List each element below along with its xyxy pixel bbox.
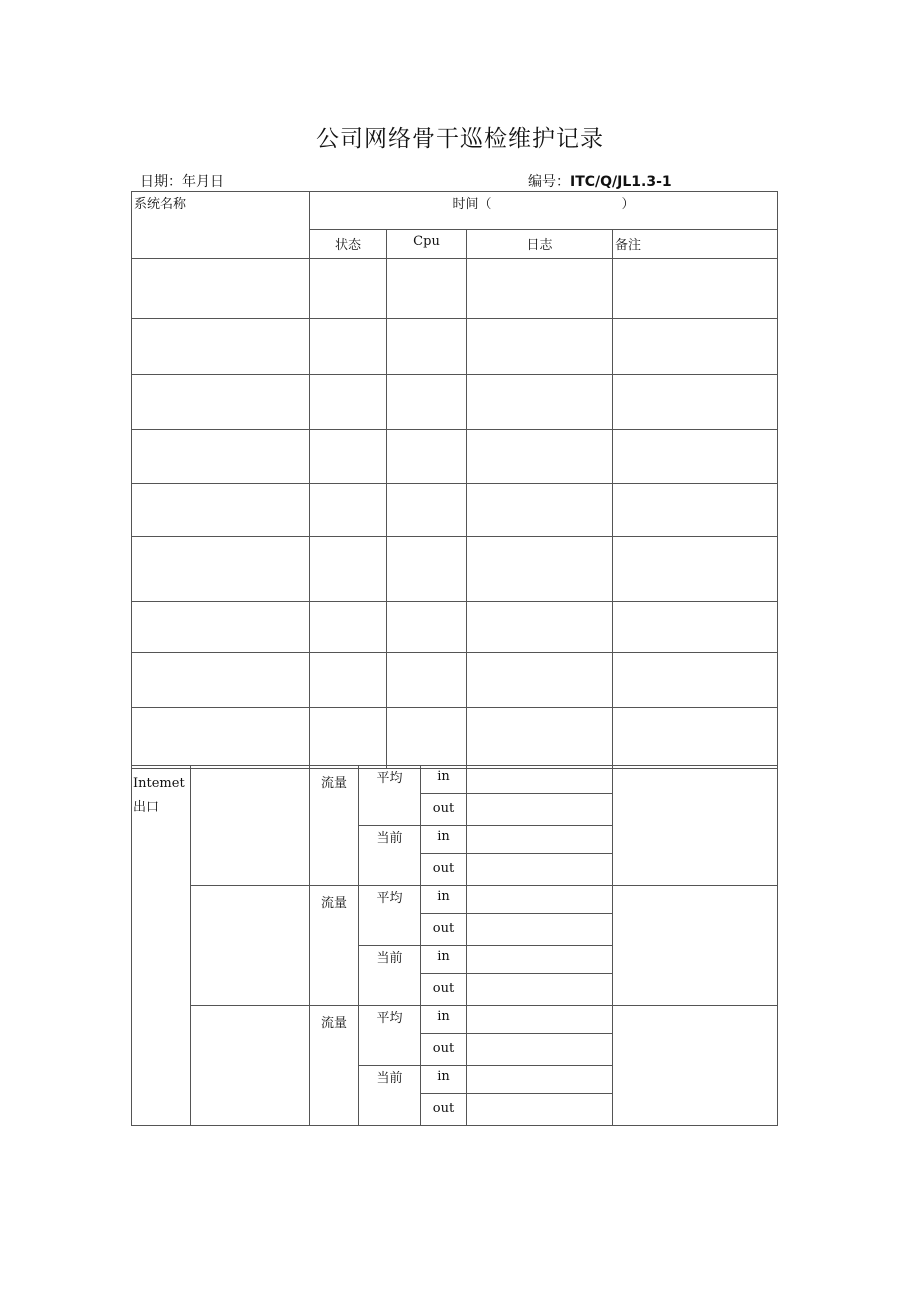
table-cell[interactable]	[387, 537, 467, 602]
table-row	[132, 484, 778, 537]
flow-value-cell[interactable]	[467, 826, 613, 854]
table-cell[interactable]	[387, 375, 467, 430]
flow-value-cell[interactable]	[467, 946, 613, 974]
out-label: out	[421, 854, 467, 886]
table-row	[132, 375, 778, 430]
table-row	[132, 708, 778, 769]
internet-exit-label: Intemet 出口	[132, 766, 191, 1126]
current-label: 当前	[359, 1066, 421, 1126]
table-cell[interactable]	[132, 259, 310, 319]
time-header: 时间（ ）	[310, 192, 778, 230]
table-cell[interactable]	[387, 708, 467, 769]
table-row	[132, 602, 778, 653]
internet-exit-table	[131, 765, 778, 1126]
flow-label: 流量	[310, 886, 359, 1006]
table-cell[interactable]	[310, 375, 387, 430]
table-row	[132, 259, 778, 319]
remark-cell[interactable]	[613, 766, 778, 886]
in-label: in	[421, 766, 467, 794]
table-cell[interactable]	[132, 708, 310, 769]
table-cell[interactable]	[132, 375, 310, 430]
current-label: 当前	[359, 946, 421, 1006]
table-cell[interactable]	[467, 708, 613, 769]
table-cell[interactable]	[132, 430, 310, 484]
out-label: out	[421, 794, 467, 826]
in-label: in	[421, 1066, 467, 1094]
table-cell[interactable]	[613, 653, 778, 708]
table-cell[interactable]	[132, 319, 310, 375]
table-cell[interactable]	[613, 259, 778, 319]
table-cell[interactable]	[613, 375, 778, 430]
table-cell[interactable]	[310, 537, 387, 602]
code-value: ITC/Q/JL1.3-1	[570, 174, 672, 190]
out-label: out	[421, 914, 467, 946]
log-header: 日志	[467, 230, 613, 259]
flow-row	[132, 886, 778, 914]
table-cell[interactable]	[132, 484, 310, 537]
record-code	[528, 171, 672, 191]
in-label: in	[421, 946, 467, 974]
in-label: in	[421, 1006, 467, 1034]
table-cell[interactable]	[613, 602, 778, 653]
date-label: 日期：年月日	[140, 174, 224, 190]
table-cell[interactable]	[387, 319, 467, 375]
flow-label: 流量	[310, 1006, 359, 1126]
flow-value-cell[interactable]	[467, 1006, 613, 1034]
table-cell[interactable]	[467, 653, 613, 708]
table-row	[132, 653, 778, 708]
cpu-header: Cpu	[387, 230, 467, 259]
code-label: 编号：	[528, 174, 570, 190]
table-cell[interactable]	[310, 259, 387, 319]
device-cell[interactable]	[191, 886, 310, 1006]
table-cell[interactable]	[387, 430, 467, 484]
flow-row	[132, 766, 778, 794]
table-cell[interactable]	[467, 484, 613, 537]
table-cell[interactable]	[613, 708, 778, 769]
device-cell[interactable]	[191, 1006, 310, 1126]
table-cell[interactable]	[387, 602, 467, 653]
status-header: 状态	[310, 230, 387, 259]
flow-value-cell[interactable]	[467, 974, 613, 1006]
remark-cell[interactable]	[613, 886, 778, 1006]
device-cell[interactable]	[191, 766, 310, 886]
table-cell[interactable]	[387, 484, 467, 537]
table-cell[interactable]	[387, 259, 467, 319]
table-cell[interactable]	[310, 430, 387, 484]
table-row	[132, 537, 778, 602]
table-cell[interactable]	[387, 653, 467, 708]
table-cell[interactable]	[132, 537, 310, 602]
average-label: 平均	[359, 766, 421, 826]
remark-header: 备注	[613, 230, 778, 259]
flow-value-cell[interactable]	[467, 766, 613, 794]
average-label: 平均	[359, 886, 421, 946]
table-cell[interactable]	[310, 602, 387, 653]
current-label: 当前	[359, 826, 421, 886]
table-cell[interactable]	[132, 602, 310, 653]
flow-value-cell[interactable]	[467, 1066, 613, 1094]
in-label: in	[421, 826, 467, 854]
table-cell[interactable]	[467, 375, 613, 430]
table-cell[interactable]	[310, 653, 387, 708]
flow-value-cell[interactable]	[467, 1094, 613, 1126]
table-cell[interactable]	[613, 484, 778, 537]
table-cell[interactable]	[613, 537, 778, 602]
table-cell[interactable]	[467, 319, 613, 375]
table-cell[interactable]	[310, 319, 387, 375]
remark-cell[interactable]	[613, 1006, 778, 1126]
out-label: out	[421, 1034, 467, 1066]
flow-value-cell[interactable]	[467, 886, 613, 914]
average-label: 平均	[359, 1006, 421, 1066]
flow-value-cell[interactable]	[467, 914, 613, 946]
out-label: out	[421, 1094, 467, 1126]
page-title: 公司网络骨干巡检维护记录	[316, 126, 604, 152]
table-row	[132, 430, 778, 484]
flow-value-cell[interactable]	[467, 1034, 613, 1066]
table-cell[interactable]	[310, 484, 387, 537]
table-cell[interactable]	[310, 708, 387, 769]
inspection-table	[131, 191, 778, 769]
flow-value-cell[interactable]	[467, 854, 613, 886]
flow-label: 流量	[310, 766, 359, 886]
table-cell[interactable]	[467, 602, 613, 653]
table-cell[interactable]	[467, 537, 613, 602]
flow-row	[132, 1006, 778, 1034]
table-cell[interactable]	[613, 430, 778, 484]
flow-value-cell[interactable]	[467, 794, 613, 826]
table-cell[interactable]	[467, 430, 613, 484]
system-name-header: 系统名称	[132, 192, 310, 259]
out-label: out	[421, 974, 467, 1006]
in-label: in	[421, 886, 467, 914]
table-cell[interactable]	[132, 653, 310, 708]
table-cell[interactable]	[467, 259, 613, 319]
table-row	[132, 319, 778, 375]
table-cell[interactable]	[613, 319, 778, 375]
